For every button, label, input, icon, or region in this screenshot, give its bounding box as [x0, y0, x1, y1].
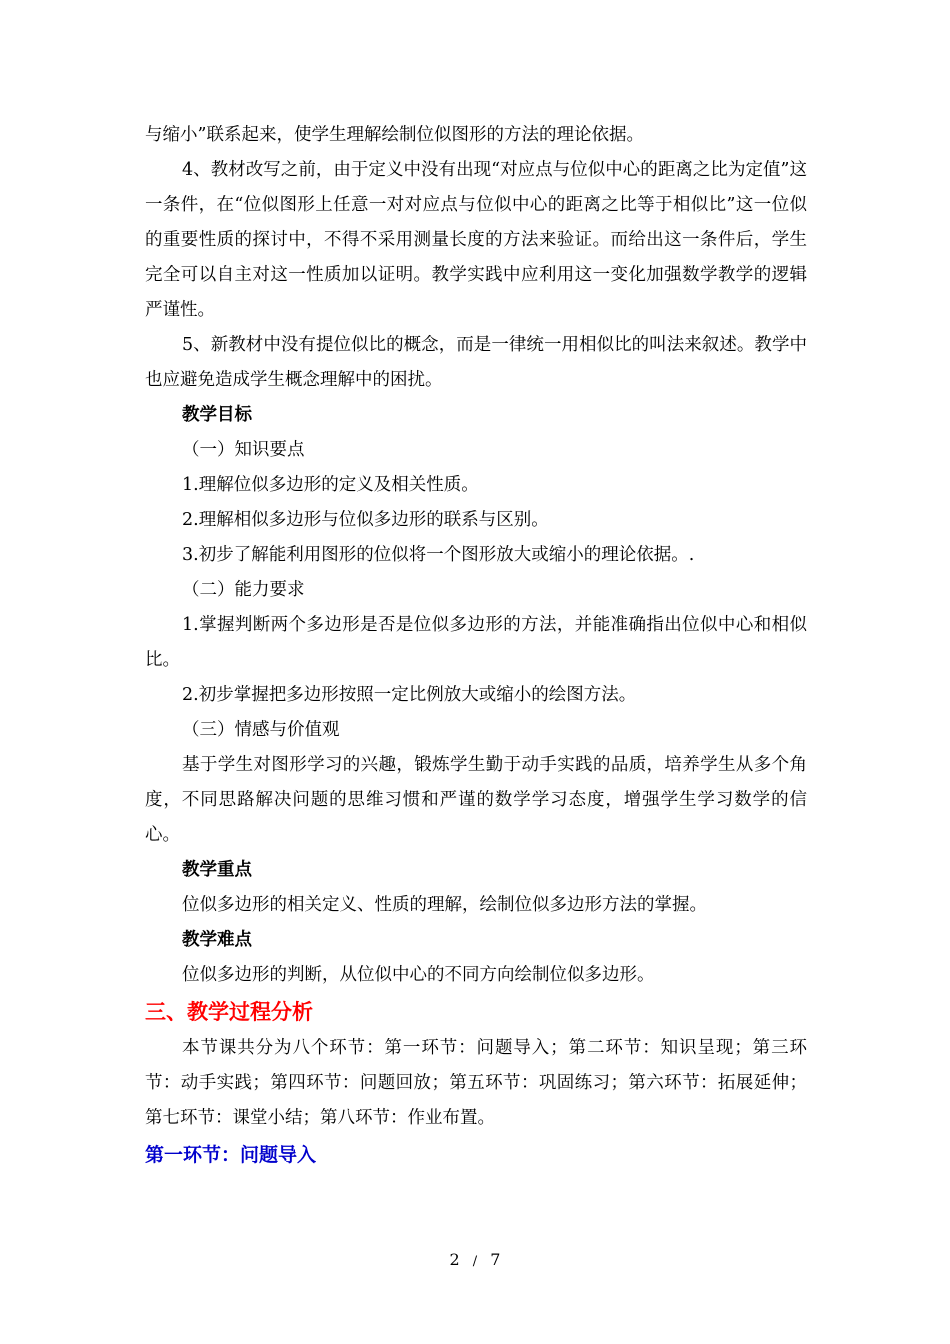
paragraph-continuation: 与缩小”联系起来，使学生理解绘制位似图形的方法的理论依据。	[145, 125, 644, 145]
key-point-heading: 教学重点	[182, 860, 252, 880]
page-content	[145, 118, 807, 1174]
paragraph-item-5: 5、新教材中没有提位似比的概念，而是一律统一用相似比的叫法来叙述。教学中也应避免造成学生概念理解中的困扰。	[145, 335, 807, 390]
section-3-title: 三、教学过程分析	[145, 999, 313, 1024]
key-point-text: 位似多边形的相关定义、性质的理解，绘制位似多边形方法的掌握。	[182, 895, 707, 915]
difficult-point-text: 位似多边形的判断，从位似中心的不同方向绘制位似多边形。	[182, 965, 655, 985]
difficult-point-heading: 教学难点	[182, 930, 252, 950]
current-page-number: 2	[449, 1250, 460, 1269]
emotion-heading: （三）情感与价值观	[182, 720, 340, 740]
section-3-text: 本节课共分为八个环节：第一环节：问题导入；第二环节：知识呈现；第三环节：动手实践；第四环节：问题回放；第五环节：巩固练习；第六环节：拓展延伸；第七环节：课堂小结；第八环节：作业布置。	[145, 1038, 807, 1128]
page-footer	[0, 1250, 950, 1269]
knowledge-heading: （一）知识要点	[182, 440, 305, 460]
page-separator: /	[472, 1254, 478, 1269]
knowledge-item: 2.理解相似多边形与位似多边形的联系与区别。	[182, 510, 549, 530]
emotion-text: 基于学生对图形学习的兴趣，锻炼学生勤于动手实践的品质，培养学生从多个角度，不同思路解决问题的思维习惯和严谨的数学学习态度，增强学生学习数学的信心。	[145, 755, 807, 845]
ability-item: 2.初步掌握把多边形按照一定比例放大或缩小的绘图方法。	[182, 685, 637, 705]
teaching-goals-heading: 教学目标	[182, 405, 252, 425]
knowledge-item: 3.初步了解能利用图形的位似将一个图形放大或缩小的理论依据。.	[182, 545, 695, 565]
total-pages: 7	[490, 1250, 501, 1269]
ability-heading: （二）能力要求	[182, 580, 305, 600]
paragraph-item-4: 4、教材改写之前，由于定义中没有出现“对应点与位似中心的距离之比为定值”这一条件，在“位似图形上任意一对对应点与位似中心的距离之比等于相似比”这一位似的重要性质的探讨中，不得不采用测量长度的方法来验证。而给出这一条件后，学生完全可以自主对这一性质加以证明。教学实践中应利用这一变化加强数学教学的逻辑严谨性。	[145, 160, 807, 320]
step-1-title: 第一环节：问题导入	[145, 1144, 317, 1166]
ability-item: 1.掌握判断两个多边形是否是位似多边形的方法，并能准确指出位似中心和相似比。	[145, 615, 807, 670]
knowledge-item: 1.理解位似多边形的定义及相关性质。	[182, 475, 479, 495]
